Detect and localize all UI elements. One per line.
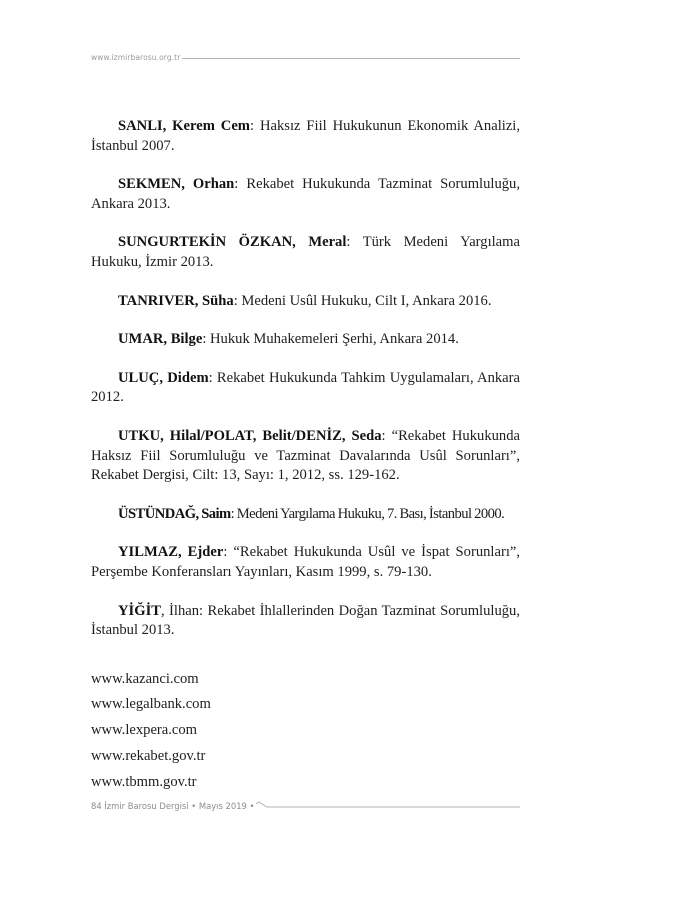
entry-text: : “Rekabet Hukukunda Haksız Fiil Sorumluluğu ve Tazminat Davalarında Usûl Sorunları”, Rekabet Dergisi, Cilt: 13, Sayı: 1, 2012, ss. 129-162. [91,427,520,484]
page-header [91,52,520,68]
website-item: www.kazanci.com [91,670,199,687]
entry-author: TANRIVER, Süha [118,292,234,309]
entry-author: YILMAZ, Ejder [118,544,224,561]
website-item: www.tbmm.gov.tr [91,773,197,790]
website-list [91,667,520,796]
entry-text: : Türk Medeni Yargılama Hukuku, İzmir 2013. [91,234,520,270]
bibliography-entry [91,117,520,156]
bibliography-entry [91,602,520,641]
entry-author: YİĞİT [118,602,161,619]
entry-author: UMAR, Bilge [118,331,203,348]
entry-text: : Rekabet Hukukunda Tahkim Uygulamaları, Ankara 2012. [91,369,520,406]
bibliography-entry [91,505,520,525]
entry-author: SANLI, Kerem Cem [118,118,250,134]
entry-author: SUNGURTEKİN ÖZKAN, Meral [118,234,347,251]
entry-text: , İlhan: Rekabet İhlallerinden Doğan Tazminat Sorumluluğu, İstanbul 2013. [91,602,520,639]
website-item: www.legalbank.com [91,696,211,713]
footer-text: 84 İzmir Barosu Dergisi • Mayıs 2019 • [91,801,255,811]
page-footer [91,800,520,816]
bibliography-section [91,117,520,796]
website-item: www.lexpera.com [91,722,198,739]
entry-author: UTKU, Hilal/POLAT, Belit/DENİZ, Seda [118,427,382,444]
entry-text: : Medeni Yargılama Hukuku, 7. Bası, İstanbul 2000. [230,505,505,522]
entry-text: : Hukuk Muhakemeleri Şerhi, Ankara 2014. [202,331,459,348]
entry-author: ÜSTÜNDAĞ, Saim [118,505,231,522]
bibliography-entry [91,543,520,582]
website-item: www.rekabet.gov.tr [91,748,206,765]
bibliography-entry [91,175,520,214]
entry-author: SEKMEN, Orhan [118,176,235,193]
bibliography-entry [91,369,520,408]
bibliography-entry [91,330,520,350]
entry-text: : Rekabet Hukukunda Tazminat Sorumluluğu, Ankara 2013. [91,176,521,212]
bibliography-entry [91,427,520,486]
entry-text: : “Rekabet Hukukunda Usûl ve İspat Sorunları”, Perşembe Konferansları Yayınları, Kasım 1999, s. 79-130. [91,544,520,580]
bibliography-entry [91,292,520,312]
header-url: www.izmirbarosu.org.tr [91,53,181,62]
entry-text: : Medeni Usûl Hukuku, Cilt I, Ankara 2016. [233,292,492,309]
entry-author: ULUÇ, Didem [118,369,209,386]
bibliography-entry [91,233,520,272]
entry-text: : Haksız Fiil Hukukunun Ekonomik Analizi, İstanbul 2007. [91,118,520,154]
